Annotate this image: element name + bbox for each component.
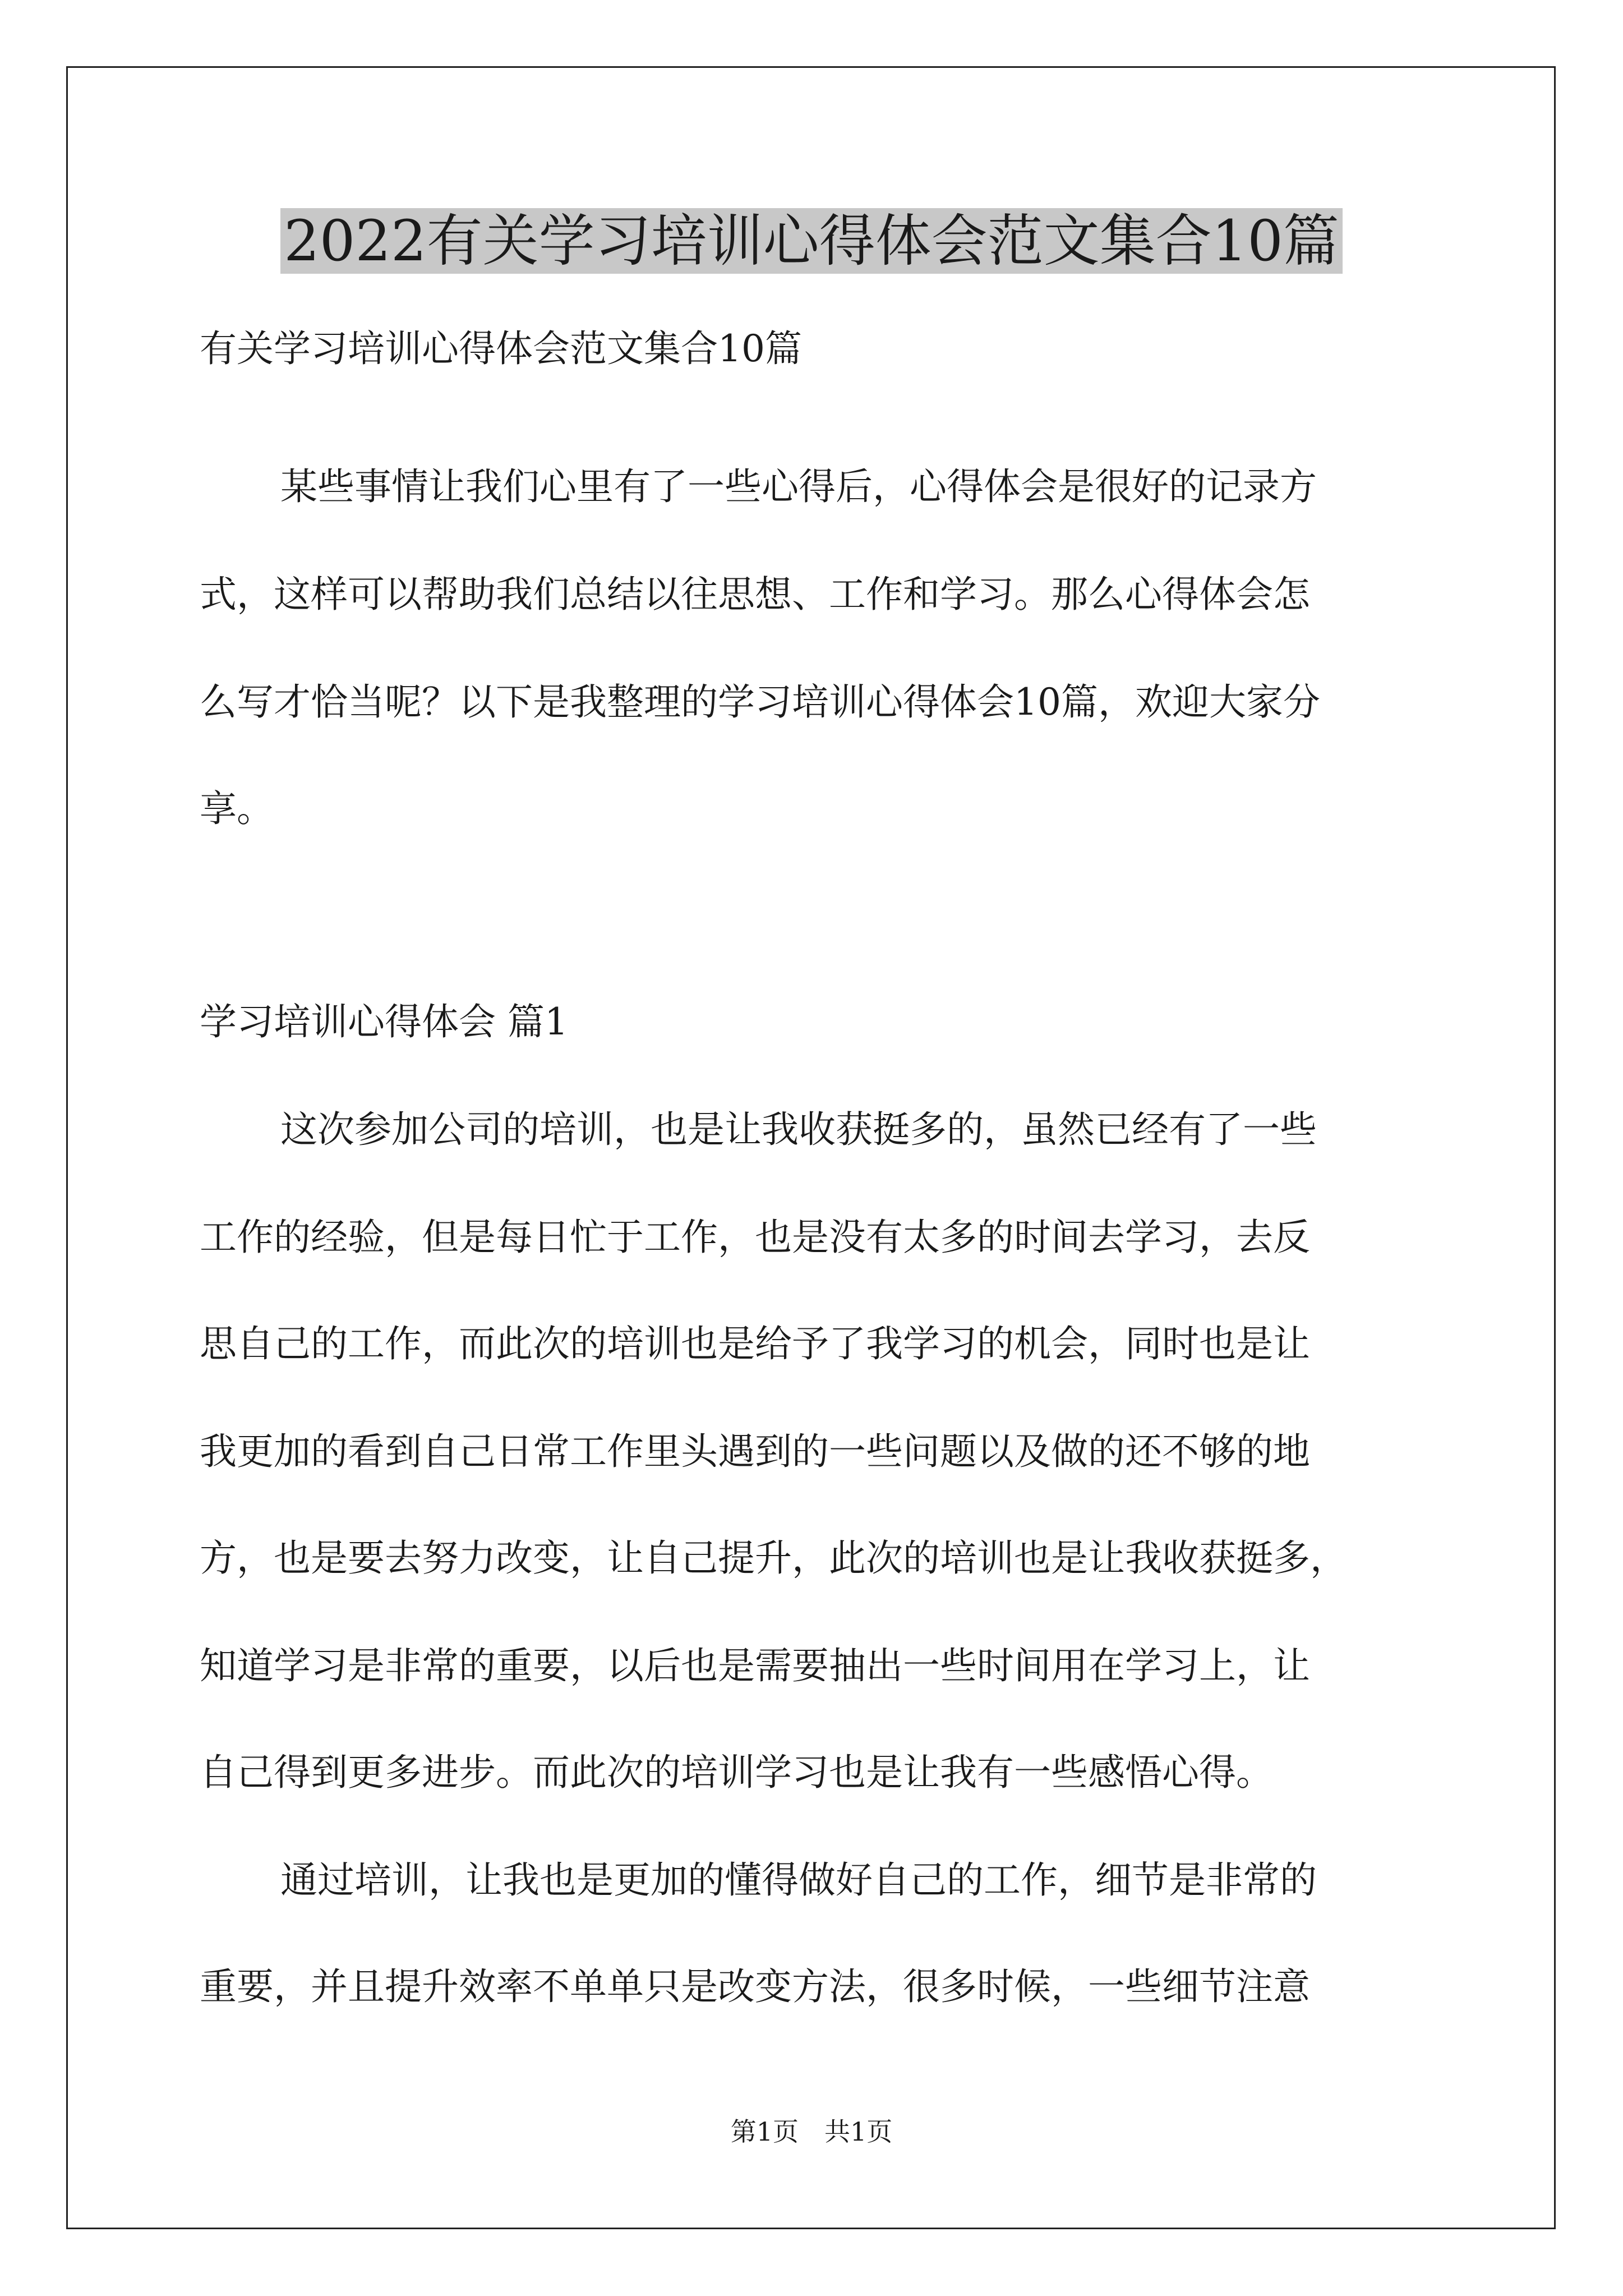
intro-paragraph-line: 式，这样可以帮助我们总结以往思想、工作和学习。那么心得体会怎 <box>200 573 1310 616</box>
body-paragraph-line: 我更加的看到自己日常工作里头遇到的一些问题以及做的还不够的地 <box>200 1430 1310 1473</box>
body-paragraph-line: 通过培训，让我也是更加的懂得做好自己的工作，细节是非常的 <box>280 1858 1317 1902</box>
document-subtitle: 有关学习培训心得体会范文集合10篇 <box>200 327 802 370</box>
intro-paragraph-line: 享。 <box>200 787 274 830</box>
intro-paragraph-line: 么写才恰当呢？以下是我整理的学习培训心得体会10篇，欢迎大家分 <box>200 680 1320 724</box>
intro-paragraph-line: 某些事情让我们心里有了一些心得后，心得体会是很好的记录方 <box>280 465 1317 508</box>
document-title: 2022有关学习培训心得体会范文集合10篇 <box>0 202 1623 280</box>
page-number: 第1页 共1页 <box>730 2116 893 2147</box>
body-paragraph-line: 这次参加公司的培训，也是让我收获挺多的，虽然已经有了一些 <box>280 1108 1317 1151</box>
body-paragraph-line: 方，也是要去努力改变，让自己提升，此次的培训也是让我收获挺多， <box>200 1536 1347 1580</box>
body-paragraph-line: 知道学习是非常的重要，以后也是需要抽出一些时间用在学习上，让 <box>200 1644 1310 1687</box>
section-heading: 学习培训心得体会 篇1 <box>200 1000 568 1043</box>
body-paragraph-line: 工作的经验，但是每日忙于工作，也是没有太多的时间去学习，去反 <box>200 1216 1310 1259</box>
body-paragraph-line: 自己得到更多进步。而此次的培训学习也是让我有一些感悟心得。 <box>200 1751 1273 1794</box>
body-paragraph-line: 思自己的工作，而此次的培训也是给予了我学习的机会，同时也是让 <box>200 1322 1310 1365</box>
body-paragraph-line: 重要，并且提升效率不单单只是改变方法，很多时候，一些细节注意 <box>200 1965 1310 2008</box>
